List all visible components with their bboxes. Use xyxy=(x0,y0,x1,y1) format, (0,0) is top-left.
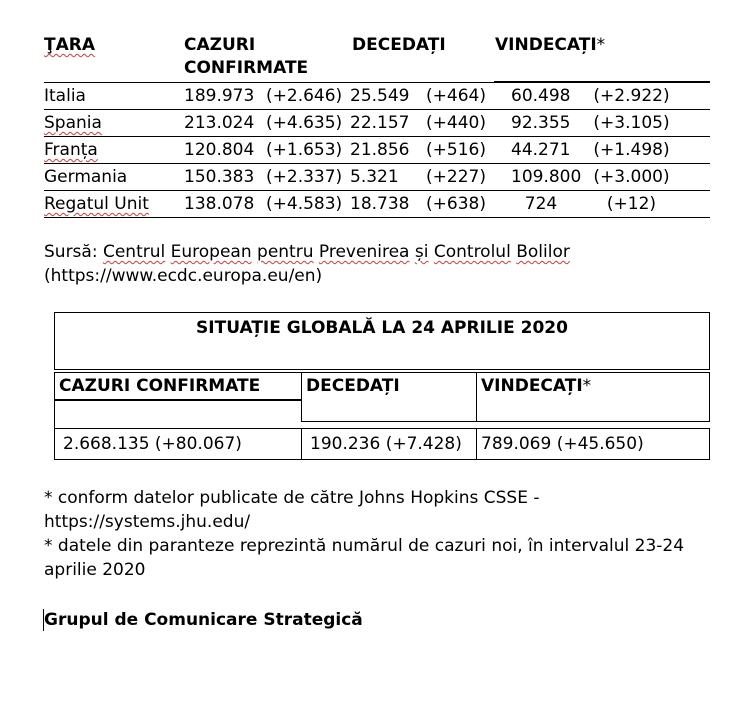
cell-recovered: 60.498 xyxy=(511,86,571,106)
header-recovered xyxy=(495,34,605,57)
cell-confirmed: 150.383 xyxy=(184,167,255,187)
cell-deaths-new: (+516) xyxy=(426,140,486,160)
cell-deaths: 25.549 xyxy=(350,86,410,106)
cell-deaths-new: (+464) xyxy=(426,86,486,106)
table-row xyxy=(44,136,710,163)
global-situation-table xyxy=(54,312,710,462)
country-table-body xyxy=(44,82,710,218)
cell-country: Spania xyxy=(44,113,102,133)
country-table-header xyxy=(44,34,710,82)
footnote-1-line1: * conform datelor publicate de către Johns Hopkins CSSE - xyxy=(44,488,540,508)
cell-confirmed: 120.804 xyxy=(184,140,255,160)
cell-confirmed-new: (+4.635) xyxy=(266,113,343,133)
global-header-recovered-mark: * xyxy=(582,376,592,396)
header-confirmed-line2: CONFIRMATE xyxy=(184,58,309,78)
source-url: (https://www.ecdc.europa.eu/en) xyxy=(44,266,323,286)
global-header-recovered xyxy=(476,372,710,422)
global-header-recovered-label: VINDECAȚI xyxy=(481,376,583,396)
source-word: Centrul xyxy=(102,242,166,262)
cell-confirmed-new: (+2.646) xyxy=(266,86,343,106)
source-word: pentru xyxy=(257,242,314,262)
header-confirmed-line1: CAZURI xyxy=(184,35,256,55)
source-prefix: Sursă: xyxy=(44,242,103,262)
cell-deaths: 5.321 xyxy=(350,167,399,187)
country-table xyxy=(44,34,710,218)
cell-recovered-new: (+3.105) xyxy=(593,113,670,133)
header-deaths: DECEDAȚI xyxy=(352,35,446,55)
footnotes xyxy=(44,486,724,582)
global-value-recovered: 789.069 (+45.650) xyxy=(476,428,710,460)
cell-confirmed: 138.078 xyxy=(184,194,255,214)
cell-confirmed: 213.024 xyxy=(184,113,255,133)
cell-confirmed-new: (+4.583) xyxy=(266,194,343,214)
footnote-1-line2: https://systems.jhu.edu/ xyxy=(44,512,251,532)
table-row xyxy=(44,163,710,190)
global-header-confirmed-blank xyxy=(54,400,301,428)
cell-deaths-new: (+638) xyxy=(426,194,486,214)
cell-recovered: 44.271 xyxy=(511,140,571,160)
source-text xyxy=(44,240,704,288)
cell-recovered: 724 xyxy=(524,194,558,214)
cell-deaths: 21.856 xyxy=(350,140,410,160)
cell-recovered-new: (+2.922) xyxy=(593,86,670,106)
cell-country: Franța xyxy=(44,140,98,160)
footnote-1 xyxy=(44,486,724,534)
cell-confirmed-new: (+1.653) xyxy=(266,140,343,160)
cell-recovered-new: (+1.498) xyxy=(593,140,670,160)
cell-deaths-new: (+440) xyxy=(426,113,486,133)
cell-deaths: 18.738 xyxy=(350,194,410,214)
global-value-deaths: 190.236 (+7.428) xyxy=(301,428,477,460)
global-header-deaths: DECEDAȚI xyxy=(301,372,476,422)
table-row xyxy=(44,109,710,136)
footnote-2-line1: * datele din paranteze reprezintă numărul de cazuri noi, în intervalul 23-24 xyxy=(44,536,685,556)
header-country: ŢARA xyxy=(44,35,95,55)
table-row xyxy=(44,190,710,218)
cell-confirmed: 189.973 xyxy=(184,86,255,106)
source-word: Bolilor xyxy=(516,242,570,262)
header-recovered-mark: * xyxy=(596,35,606,55)
cell-confirmed-new: (+2.337) xyxy=(266,167,343,187)
cell-deaths-new: (+227) xyxy=(426,167,486,187)
footnote-2 xyxy=(44,534,724,582)
cell-recovered: 109.800 xyxy=(511,167,582,187)
cell-deaths: 22.157 xyxy=(350,113,410,133)
cell-recovered-new: (+12) xyxy=(606,194,657,214)
cell-recovered-new: (+3.000) xyxy=(593,167,670,187)
signature: Grupul de Comunicare Strategică xyxy=(44,610,363,630)
source-word: Controlul xyxy=(433,242,511,262)
global-header-confirmed: CAZURI CONFIRMATE xyxy=(54,372,301,400)
header-recovered-label: VINDECAȚI xyxy=(495,35,597,55)
cell-country: Italia xyxy=(44,86,86,106)
source-word: și xyxy=(414,242,429,262)
cell-country: Germania xyxy=(44,167,128,187)
cell-country: Regatul Unit xyxy=(44,194,149,214)
header-confirmed xyxy=(184,34,334,80)
source-word: Prevenirea xyxy=(318,242,410,262)
global-title: SITUAȚIE GLOBALĂ LA 24 APRILIE 2020 xyxy=(54,312,710,370)
source-name xyxy=(103,242,570,262)
cell-recovered: 92.355 xyxy=(511,113,571,133)
footnote-2-line2: aprilie 2020 xyxy=(44,560,146,580)
table-row xyxy=(44,82,710,109)
global-value-confirmed: 2.668.135 (+80.067) xyxy=(54,428,302,460)
source-word: European xyxy=(170,242,252,262)
